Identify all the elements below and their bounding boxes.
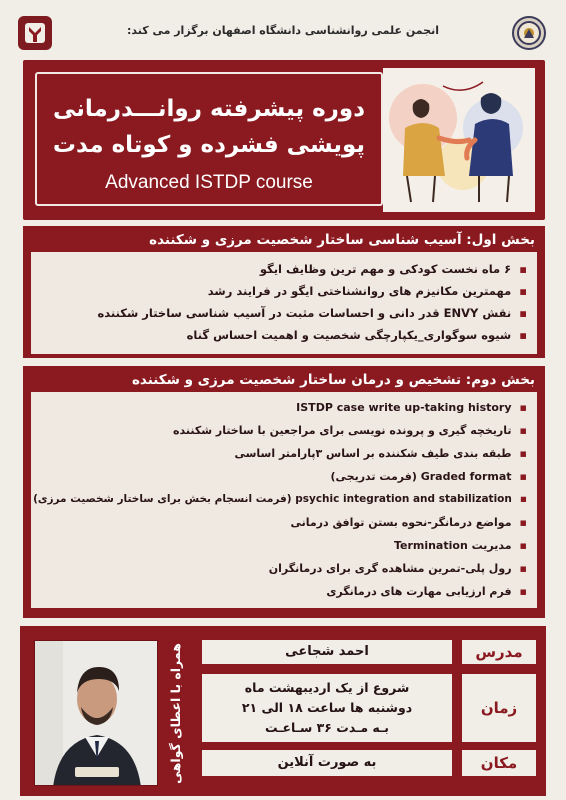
time-line-1: شروع از یک اردیبهشت ماه: [244, 680, 410, 695]
title-line-1: دوره پیشرفته روانـــدرمانی: [52, 96, 366, 122]
time-line-2: دوشنبه ها ساعت ۱۸ الی ۲۱: [241, 700, 413, 715]
association-logo-icon: [512, 16, 546, 50]
organizer-text: انجمن علمی روانشناسی دانشگاه اصفهان برگزار می کند:: [126, 24, 439, 37]
list-item: ▪مهمترین مکانیزم های روانشناختی ایگو در فرایند رشد: [207, 284, 527, 298]
list-item: ▪نقش ENVY قدر دانی و احساسات مثبت در آسیب شناسی ساختار شکننده: [97, 306, 527, 320]
time-label: زمان: [462, 674, 536, 742]
title-line-2: پویشی فشرده و کوتاه مدت: [52, 132, 366, 158]
section-one-heading: بخش اول: آسیب شناسی ساختار شخصیت مرزی و شکننده: [149, 232, 535, 248]
certificate-note: همراه با اعطای گواهی: [167, 642, 183, 784]
list-item: ▪طبقه بندی طیف شکننده بر اساس ۳پارامتر اساسی: [234, 447, 527, 460]
title-banner: [23, 60, 545, 220]
list-item: ▪ISTDP case write up-taking history: [296, 401, 527, 414]
list-item: ▪رول پلی-تمرین مشاهده گری برای درمانگران: [268, 562, 527, 575]
list-item: ▪psychic integration and stabilization (فرمت انسجام بخش برای ساختار شخصیت مرزی): [33, 493, 527, 505]
therapy-illustration: [383, 68, 535, 212]
instructor-label: مدرس: [462, 640, 536, 664]
university-logo-icon: [18, 16, 52, 50]
time-line-3: بـه مـدت ۳۶ سـاعـت: [265, 720, 389, 735]
list-item: ▪مدیریت Termination: [393, 539, 527, 552]
instructor-name: احمد شجاعی: [202, 640, 452, 664]
list-item: ▪Graded format (فرمت تدریجی): [330, 470, 527, 483]
section-one: [23, 226, 545, 358]
list-item: ▪تاریخچه گیری و پرونده نویسی برای مراجعین با ساختار شکننده: [172, 424, 527, 437]
time-value: [202, 674, 452, 742]
section-two-list: [31, 392, 537, 608]
section-two: [23, 366, 545, 618]
list-item: ▪مواضع درمانگر-نحوه بستن توافق درمانی: [290, 516, 527, 529]
instructor-photo: [34, 640, 158, 786]
title-english: Advanced ISTDP course: [105, 172, 313, 193]
title-frame: [35, 72, 383, 206]
list-item: ▪فرم ارزیابی مهارت های درمانگری: [326, 585, 527, 598]
list-item: ▪شیوه سوگواری_یکپارچگی شخصیت و اهمیت احساس گناه: [186, 328, 527, 342]
place-label: مکان: [462, 750, 536, 776]
section-two-heading: بخش دوم: تشخیص و درمان ساختار شخصیت مرزی و شکننده: [131, 372, 535, 388]
section-one-list: [31, 252, 537, 354]
list-item: ▪۶ ماه نخست کودکی و مهم ترین وظایف ایگو: [259, 262, 527, 276]
course-info-panel: [20, 626, 546, 796]
place-value: به صورت آنلاین: [202, 750, 452, 776]
